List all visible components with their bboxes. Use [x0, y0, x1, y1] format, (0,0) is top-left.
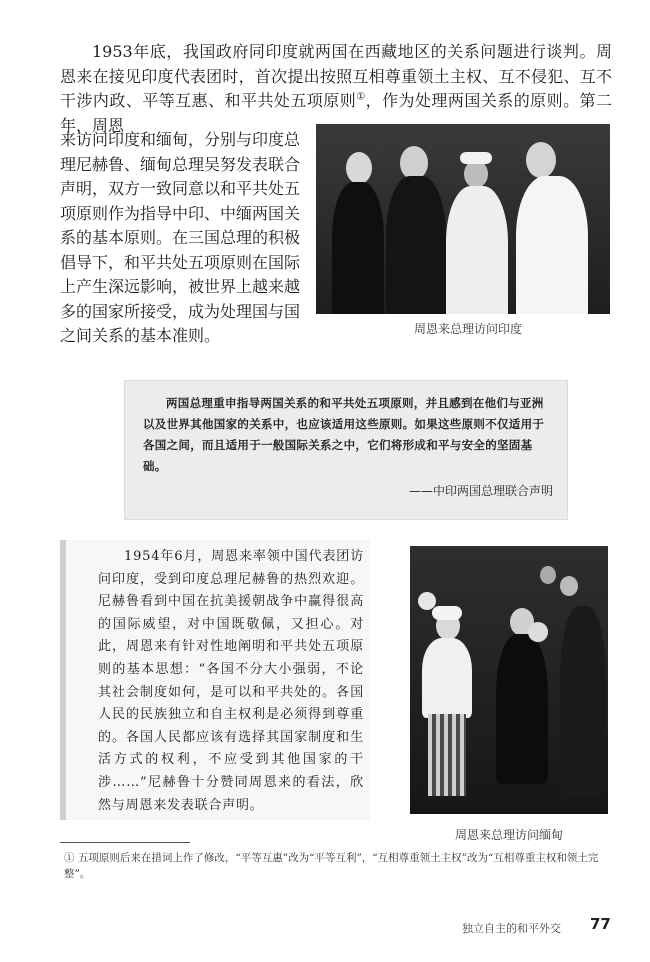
- quote-box: [124, 380, 568, 520]
- photo-caption: 周恩来总理访问缅甸: [455, 828, 564, 842]
- quote-source: ——中印两国总理联合声明: [408, 484, 553, 498]
- photo-zhou-enlai-india: [316, 124, 610, 314]
- footnote: ① 五项原则后来在措词上作了修改，“平等互惠”改为“平等互利”，“互相尊重领土主权”改为“互相尊重主权和领土完整”。: [64, 852, 599, 880]
- footnote-marker: ①: [356, 91, 366, 103]
- photo-zhou-enlai-burma: [410, 546, 608, 814]
- intro-text-end: ，作为处理两国关系的原则。第二年，周恩: [60, 91, 612, 135]
- intro-text: 1953年底，我国政府同印度就两国在西藏地区的关系问题进行谈判。周恩来在接见印度代表团时，首次提出按照互相尊重领土主权、互不侵犯、互不干涉内政、平等互惠、和平共处五项原则: [60, 42, 612, 110]
- quote-text: 两国总理重申指导两国关系的和平共处五项原则，并且感到在他们与亚洲以及世界其他国家的关系中，也应该适用这些原则。如果这些原则不仅适用于各国之间，而且适用于一般国际关系之中，它们将形成和平与安全的坚固基础。: [143, 396, 545, 473]
- sidebar-paragraph: 1954年6月，周恩来率领中国代表团访问印度，受到印度总理尼赫鲁的热烈欢迎。尼赫鲁看到中国在抗美援朝战争中赢得很高的国际威望，对中国既敬佩，又担心。对此，周恩来有针对性地阐明和平共处五项原则的基本思想：“各国不分大小强弱，不论其社会制度如何，是可以和平共处的。各国人民的民族独立和自主权利是必须得到尊重的。各国人民都应该有选择其国家制度和生活方式的权利，不应受到其他国家的干涉……”尼赫鲁十分赞同周恩来的看法，欣然与周恩来发表联合声明。: [98, 549, 364, 813]
- photo-caption: 周恩来总理访问印度: [414, 322, 523, 336]
- intro-continued: 来访问印度和缅甸，分别与印度总理尼赫鲁、缅甸总理吴努发表联合声明，双方一致同意以和平共处五项原则作为指导中印、中缅两国关系的基本原则。在三国总理的积极倡导下，和平共处五项原则在国际上产生深远影响，被世界上越来越多的国家所接受，成为处理国与国之间关系的基本准则。: [60, 130, 301, 345]
- chapter-title: 独立自主的和平外交: [462, 922, 561, 935]
- footnote-divider: [60, 842, 190, 843]
- page-number: 77: [590, 915, 611, 933]
- sidebar-text: [98, 546, 364, 817]
